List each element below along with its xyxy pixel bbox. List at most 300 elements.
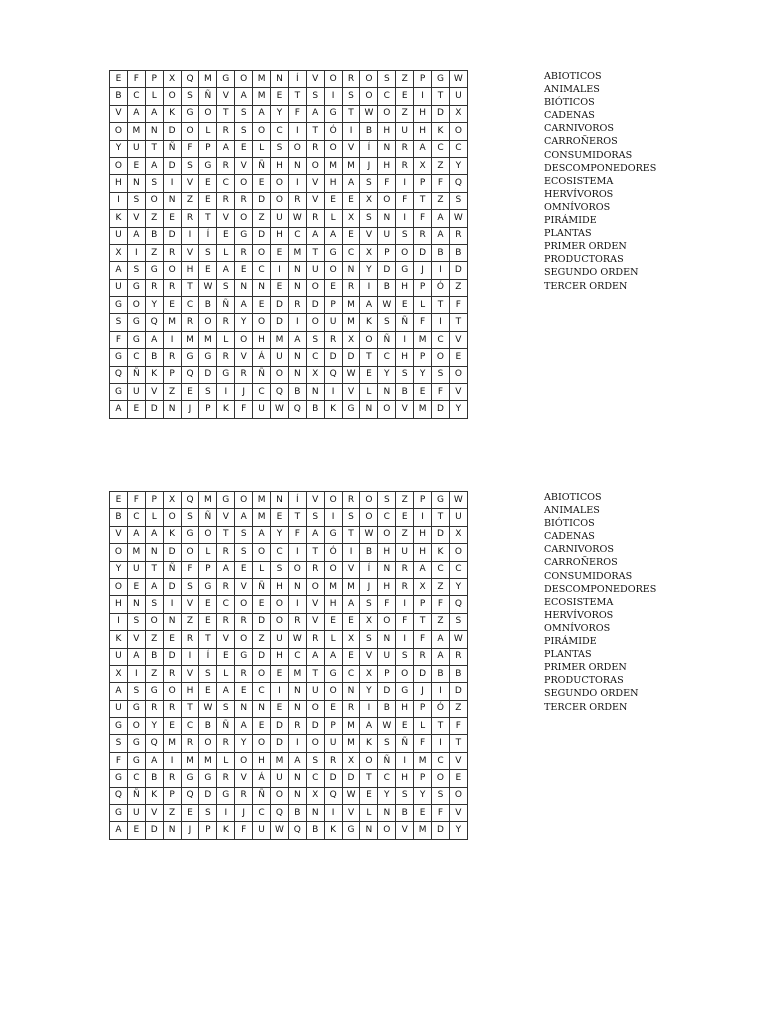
grid-cell: W — [449, 492, 467, 509]
grid-cell: C — [378, 509, 396, 526]
grid-cell: Ñ — [396, 314, 414, 331]
grid-cell: B — [110, 509, 128, 526]
grid-cell: L — [253, 140, 271, 157]
grid-row — [110, 631, 468, 648]
grid-cell: K — [432, 544, 450, 561]
grid-cell: H — [110, 596, 128, 613]
word-list-item: CONSUMIDORAS — [544, 149, 633, 161]
grid-cell: V — [181, 665, 199, 682]
grid-cell: I — [414, 88, 432, 105]
grid-cell: O — [110, 157, 128, 174]
grid-cell: F — [181, 561, 199, 578]
grid-cell: D — [432, 401, 450, 418]
grid-cell: H — [271, 227, 289, 244]
grid-cell: U — [253, 822, 271, 839]
grid-cell: T — [288, 509, 306, 526]
grid-cell: B — [288, 805, 306, 822]
grid-cell: W — [271, 401, 289, 418]
grid-cell: O — [378, 822, 396, 839]
grid-row — [110, 384, 468, 401]
grid-cell: O — [163, 88, 181, 105]
grid-cell: E — [127, 401, 145, 418]
grid-cell: C — [432, 331, 450, 348]
grid-cell: W — [199, 279, 217, 296]
grid-cell: P — [163, 366, 181, 383]
grid-cell: O — [271, 613, 289, 630]
grid-cell: H — [110, 175, 128, 192]
grid-cell: B — [199, 718, 217, 735]
grid-cell: A — [360, 297, 378, 314]
grid-cell: E — [199, 262, 217, 279]
grid-cell: A — [306, 105, 324, 122]
grid-cell: O — [253, 735, 271, 752]
word-list-item: PLANTAS — [544, 228, 592, 240]
grid-cell: F — [449, 718, 467, 735]
word-list-item: CARROÑEROS — [544, 136, 618, 148]
grid-cell: U — [127, 384, 145, 401]
grid-cell: H — [253, 331, 271, 348]
grid-cell: V — [110, 526, 128, 543]
grid-cell: M — [342, 297, 360, 314]
grid-row — [110, 492, 468, 509]
grid-cell: K — [360, 735, 378, 752]
grid-cell: B — [145, 349, 163, 366]
word-list-item: HERVÍVOROS — [544, 188, 614, 200]
grid-cell: N — [271, 492, 289, 509]
grid-cell: S — [306, 752, 324, 769]
grid-cell: Q — [324, 787, 342, 804]
grid-cell: H — [414, 123, 432, 140]
grid-cell: H — [181, 683, 199, 700]
grid-cell: E — [235, 561, 253, 578]
grid-cell: T — [181, 279, 199, 296]
grid-cell: D — [199, 366, 217, 383]
grid-cell: A — [324, 648, 342, 665]
grid-cell: X — [342, 752, 360, 769]
grid-cell: R — [449, 648, 467, 665]
word-list-item: CONSUMIDORAS — [544, 570, 633, 582]
grid-cell: S — [360, 210, 378, 227]
grid-cell: Y — [235, 314, 253, 331]
grid-cell: I — [163, 596, 181, 613]
grid-cell: C — [449, 140, 467, 157]
grid-cell: A — [127, 227, 145, 244]
grid-cell: X — [360, 665, 378, 682]
grid-row — [110, 210, 468, 227]
grid-cell: R — [217, 157, 235, 174]
grid-cell: R — [235, 192, 253, 209]
grid-cell: S — [199, 805, 217, 822]
grid-cell: B — [145, 227, 163, 244]
grid-cell: F — [127, 492, 145, 509]
grid-cell: I — [432, 262, 450, 279]
grid-cell: M — [414, 331, 432, 348]
grid-cell: M — [414, 752, 432, 769]
grid-cell: E — [360, 787, 378, 804]
grid-cell: Y — [378, 366, 396, 383]
grid-cell: S — [199, 665, 217, 682]
grid-cell: F — [235, 401, 253, 418]
grid-cell: N — [163, 192, 181, 209]
grid-cell: G — [199, 770, 217, 787]
grid-cell: A — [217, 561, 235, 578]
grid-cell: F — [110, 752, 128, 769]
grid-cell: E — [127, 578, 145, 595]
grid-cell: O — [306, 314, 324, 331]
grid-cell: A — [414, 140, 432, 157]
grid-cell: M — [342, 578, 360, 595]
grid-cell: I — [324, 509, 342, 526]
grid-cell: R — [163, 770, 181, 787]
grid-cell: Ñ — [217, 718, 235, 735]
grid-cell: Q — [181, 787, 199, 804]
grid-cell: S — [145, 175, 163, 192]
grid-cell: V — [127, 210, 145, 227]
word-list-item: TERCER ORDEN — [544, 280, 628, 292]
grid-cell: Q — [271, 805, 289, 822]
grid-cell: J — [181, 401, 199, 418]
grid-cell: O — [271, 175, 289, 192]
grid-cell: F — [181, 140, 199, 157]
grid-row — [110, 105, 468, 122]
grid-cell: S — [396, 227, 414, 244]
grid-cell: S — [127, 262, 145, 279]
grid-cell: R — [288, 192, 306, 209]
grid-cell: E — [199, 596, 217, 613]
letter-grid — [109, 491, 468, 840]
grid-cell: E — [396, 88, 414, 105]
grid-cell: T — [432, 718, 450, 735]
grid-cell: O — [110, 578, 128, 595]
word-list-item: CARNIVOROS — [544, 544, 614, 556]
grid-cell: U — [110, 279, 128, 296]
grid-cell: E — [396, 718, 414, 735]
grid-cell: L — [253, 561, 271, 578]
grid-cell: W — [360, 526, 378, 543]
grid-cell: R — [396, 578, 414, 595]
grid-cell: I — [271, 262, 289, 279]
grid-cell: Z — [432, 578, 450, 595]
grid-cell: S — [199, 244, 217, 261]
grid-cell: N — [378, 805, 396, 822]
grid-cell: N — [288, 683, 306, 700]
grid-cell: S — [235, 123, 253, 140]
grid-cell: X — [306, 366, 324, 383]
grid-cell: A — [110, 683, 128, 700]
grid-cell: B — [378, 700, 396, 717]
grid-cell: G — [324, 665, 342, 682]
grid-cell: E — [235, 140, 253, 157]
grid-cell: S — [127, 613, 145, 630]
grid-cell: M — [127, 123, 145, 140]
grid-cell: V — [235, 157, 253, 174]
grid-cell: B — [449, 665, 467, 682]
grid-cell: L — [217, 331, 235, 348]
grid-row — [110, 665, 468, 682]
grid-cell: R — [306, 140, 324, 157]
grid-cell: V — [127, 631, 145, 648]
grid-cell: R — [324, 752, 342, 769]
grid-cell: G — [432, 492, 450, 509]
grid-cell: J — [360, 578, 378, 595]
grid-cell: O — [110, 123, 128, 140]
grid-cell: K — [217, 401, 235, 418]
grid-cell: I — [163, 752, 181, 769]
grid-cell: S — [235, 526, 253, 543]
grid-cell: F — [432, 805, 450, 822]
grid-cell: S — [378, 71, 396, 88]
word-list-item: PIRÁMIDE — [544, 636, 597, 648]
grid-cell: I — [360, 700, 378, 717]
grid-cell: E — [110, 71, 128, 88]
grid-cell: V — [360, 227, 378, 244]
grid-cell: O — [235, 210, 253, 227]
grid-cell: V — [396, 822, 414, 839]
word-list-item: SEGUNDO ORDEN — [544, 267, 639, 279]
grid-cell: V — [342, 805, 360, 822]
grid-row — [110, 752, 468, 769]
grid-cell: Z — [449, 700, 467, 717]
grid-cell: I — [217, 805, 235, 822]
grid-cell: R — [235, 244, 253, 261]
grid-cell: A — [145, 331, 163, 348]
grid-cell: C — [181, 718, 199, 735]
grid-cell: I — [360, 279, 378, 296]
grid-cell: N — [127, 175, 145, 192]
grid-cell: N — [288, 578, 306, 595]
grid-cell: E — [163, 210, 181, 227]
grid-cell: I — [396, 331, 414, 348]
grid-cell: U — [306, 683, 324, 700]
grid-cell: E — [253, 297, 271, 314]
grid-row — [110, 648, 468, 665]
grid-cell: D — [271, 735, 289, 752]
grid-cell: E — [414, 384, 432, 401]
grid-cell: V — [342, 561, 360, 578]
grid-cell: F — [288, 526, 306, 543]
grid-cell: I — [396, 210, 414, 227]
grid-cell: Y — [145, 297, 163, 314]
grid-cell: O — [324, 140, 342, 157]
grid-cell: A — [145, 752, 163, 769]
grid-cell: M — [181, 331, 199, 348]
grid-cell: I — [217, 384, 235, 401]
grid-cell: X — [414, 578, 432, 595]
grid-cell: V — [449, 384, 467, 401]
word-list-item: BIÓTICOS — [544, 518, 595, 530]
grid-cell: Ñ — [199, 88, 217, 105]
grid-cell: G — [199, 157, 217, 174]
grid-cell: T — [360, 770, 378, 787]
grid-cell: Z — [449, 279, 467, 296]
grid-cell: Z — [432, 613, 450, 630]
grid-cell: U — [253, 401, 271, 418]
word-list-item: ANIMALES — [544, 84, 600, 96]
grid-cell: X — [342, 631, 360, 648]
grid-cell: H — [396, 770, 414, 787]
grid-cell: Ñ — [163, 140, 181, 157]
grid-cell: R — [217, 123, 235, 140]
grid-cell: O — [271, 596, 289, 613]
grid-cell: O — [163, 683, 181, 700]
grid-cell: G — [342, 401, 360, 418]
grid-cell: A — [110, 822, 128, 839]
grid-cell: S — [378, 492, 396, 509]
grid-cell: O — [324, 683, 342, 700]
grid-cell: W — [288, 210, 306, 227]
grid-cell: C — [378, 88, 396, 105]
grid-cell: Z — [396, 71, 414, 88]
grid-cell: G — [342, 822, 360, 839]
grid-cell: D — [449, 262, 467, 279]
grid-cell: F — [432, 596, 450, 613]
grid-cell: N — [378, 210, 396, 227]
grid-cell: O — [449, 544, 467, 561]
grid-cell: Y — [110, 140, 128, 157]
grid-cell: H — [253, 752, 271, 769]
grid-cell: M — [342, 314, 360, 331]
grid-cell: E — [181, 805, 199, 822]
grid-cell: M — [181, 752, 199, 769]
grid-cell: U — [396, 123, 414, 140]
grid-cell: H — [396, 700, 414, 717]
grid-row — [110, 700, 468, 717]
grid-cell: L — [217, 752, 235, 769]
grid-cell: C — [288, 648, 306, 665]
grid-cell: Y — [449, 578, 467, 595]
grid-cell: O — [378, 526, 396, 543]
grid-cell: Q — [145, 735, 163, 752]
grid-cell: O — [110, 544, 128, 561]
grid-cell: G — [110, 297, 128, 314]
grid-cell: U — [271, 210, 289, 227]
grid-cell: M — [163, 735, 181, 752]
grid-cell: I — [110, 613, 128, 630]
word-list-item: CADENAS — [544, 110, 595, 122]
grid-cell: A — [127, 648, 145, 665]
grid-cell: U — [378, 648, 396, 665]
grid-cell: I — [127, 665, 145, 682]
grid-cell: B — [396, 384, 414, 401]
grid-cell: F — [235, 822, 253, 839]
grid-cell: W — [449, 71, 467, 88]
grid-cell: W — [378, 297, 396, 314]
grid-cell: G — [110, 718, 128, 735]
grid-cell: O — [306, 578, 324, 595]
grid-cell: O — [360, 752, 378, 769]
grid-cell: Z — [145, 631, 163, 648]
grid-cell: I — [181, 648, 199, 665]
grid-cell: P — [414, 770, 432, 787]
grid-cell: B — [199, 297, 217, 314]
grid-cell: A — [253, 526, 271, 543]
grid-cell: G — [217, 787, 235, 804]
grid-cell: M — [253, 71, 271, 88]
grid-cell: A — [217, 262, 235, 279]
word-list-item: PRODUCTORAS — [544, 675, 624, 687]
grid-cell: C — [271, 544, 289, 561]
grid-cell: D — [271, 314, 289, 331]
grid-cell: R — [396, 140, 414, 157]
grid-row — [110, 314, 468, 331]
grid-cell: N — [378, 631, 396, 648]
grid-cell: U — [110, 700, 128, 717]
grid-cell: D — [378, 262, 396, 279]
grid-cell: D — [199, 787, 217, 804]
grid-cell: O — [181, 544, 199, 561]
grid-cell: N — [145, 544, 163, 561]
grid-cell: E — [324, 700, 342, 717]
grid-cell: J — [360, 157, 378, 174]
grid-cell: R — [163, 279, 181, 296]
grid-cell: E — [199, 683, 217, 700]
grid-cell: Ñ — [127, 787, 145, 804]
grid-cell: B — [396, 805, 414, 822]
grid-cell: P — [414, 71, 432, 88]
grid-cell: N — [288, 787, 306, 804]
grid-cell: U — [110, 227, 128, 244]
grid-cell: I — [181, 227, 199, 244]
grid-cell: E — [199, 192, 217, 209]
grid-cell: O — [396, 244, 414, 261]
grid-cell: E — [271, 700, 289, 717]
grid-cell: C — [127, 349, 145, 366]
grid-cell: A — [432, 210, 450, 227]
grid-cell: L — [199, 544, 217, 561]
grid-cell: O — [306, 700, 324, 717]
grid-cell: B — [145, 648, 163, 665]
grid-cell: E — [235, 262, 253, 279]
grid-cell: Í — [360, 140, 378, 157]
grid-cell: G — [145, 683, 163, 700]
grid-cell: O — [306, 279, 324, 296]
grid-cell: A — [235, 509, 253, 526]
grid-cell: H — [378, 578, 396, 595]
grid-cell: R — [217, 770, 235, 787]
grid-cell: I — [163, 331, 181, 348]
grid-cell: S — [396, 787, 414, 804]
grid-cell: R — [235, 613, 253, 630]
grid-cell: A — [306, 526, 324, 543]
grid-cell: Y — [110, 561, 128, 578]
grid-cell: D — [414, 665, 432, 682]
grid-cell: N — [378, 384, 396, 401]
grid-cell: X — [163, 71, 181, 88]
grid-cell: D — [253, 227, 271, 244]
grid-cell: E — [253, 718, 271, 735]
grid-cell: G — [235, 648, 253, 665]
grid-cell: S — [271, 561, 289, 578]
grid-cell: Ñ — [378, 752, 396, 769]
grid-cell: U — [271, 770, 289, 787]
grid-cell: Á — [253, 770, 271, 787]
grid-cell: O — [271, 366, 289, 383]
grid-cell: R — [235, 366, 253, 383]
grid-cell: I — [396, 752, 414, 769]
grid-cell: G — [396, 683, 414, 700]
grid-cell: N — [288, 157, 306, 174]
grid-cell: T — [342, 526, 360, 543]
grid-cell: M — [199, 71, 217, 88]
grid-cell: C — [342, 244, 360, 261]
grid-cell: Z — [181, 192, 199, 209]
grid-cell: I — [288, 544, 306, 561]
grid-cell: C — [378, 770, 396, 787]
grid-cell: O — [235, 492, 253, 509]
grid-cell: Z — [181, 613, 199, 630]
grid-cell: V — [449, 805, 467, 822]
grid-cell: Y — [449, 822, 467, 839]
